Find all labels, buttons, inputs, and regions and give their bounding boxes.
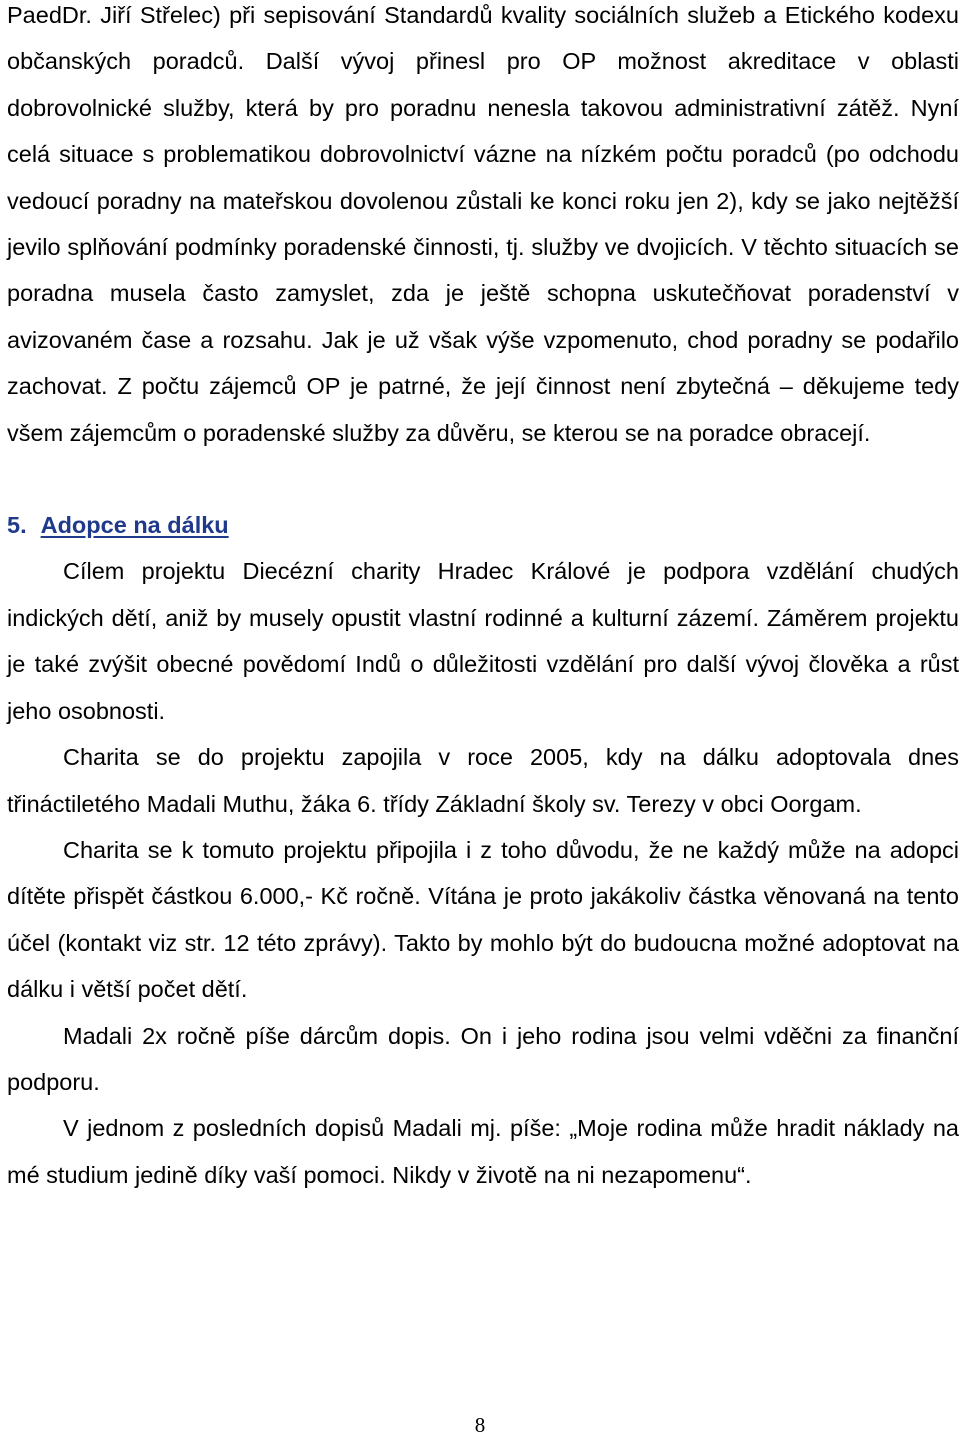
section-number: 5. xyxy=(7,512,27,539)
paragraph-letters: Madali 2x ročně píše dárcům dopis. On i jeho rodina jsou velmi vděčni za finanční podporu. xyxy=(7,1022,959,1095)
page-number: 8 xyxy=(474,1413,486,1437)
paragraph-contribution: Charita se k tomuto projektu připojila i z toho důvodu, že ne každý může na adopci dítěte přispět částkou 6.000,- Kč ročně. Vítána je proto jakákoliv částka věnovaná na tento účel (kontakt viz str. 12 této zprávy). Takto by mohlo být do budoucna možné adoptovat na dálku i větší počet dětí. xyxy=(7,836,959,1003)
paragraph-charity-join: Charita se do projektu zapojila v roce 2005, kdy na dálku adoptovala dnes třináctiletého Madali Muthu, žáka 6. třídy Základní školy sv. Terezy v obci Oorgam. xyxy=(7,744,959,817)
paragraph-continuation: PaedDr. Jiří Střelec) při sepisování Standardů kvality sociálních služeb a Etického kodexu občanských poradců. Další vývoj přinesl pro OP možnost akreditace v oblasti dobrovolnické služby, která by pro poradnu nenesla takovou administrativní zátěž. Nyní celá situace s problematikou dobrovolnictví vázne na nízkém počtu poradců (po odchodu vedoucí poradny na mateřskou dovolenou zůstali ke konci roku jen 2), kdy se jako nejtěžší jevilo splňování podmínky poradenské činnosti, tj. služby ve dvojicích. V těchto situacích se poradna musela často zamyslet, zda je ještě schopna uskutečňovat poradenství v avizovaném čase a rozsahu. Jak je už však výše vzpomenuto, chod poradny se podařilo zachovat. Z počtu zájemců OP je patrné, že její činnost není zbytečná – děkujeme tedy všem zájemcům o poradenské služby za důvěru, se kterou se na poradce obracejí. xyxy=(7,2,959,446)
document-page xyxy=(7,0,959,1436)
section-title: Adopce na dálku xyxy=(40,512,229,539)
paragraph-quote: V jednom z posledních dopisů Madali mj. píše: „Moje rodina může hradit náklady na mé studium jedině díky vaší pomoci. Nikdy v životě na ni nezapomenu“. xyxy=(7,1115,959,1188)
section-heading xyxy=(7,502,959,548)
paragraph-project-goal: Cílem projektu Diecézní charity Hradec Králové je podpora vzdělání chudých indických dětí, aniž by musely opustit vlastní rodinné a kulturní zázemí. Záměrem projektu je také zvýšit obecné povědomí Indů o důležitosti vzdělání pro další vývoj člověka a růst jeho osobnosti. xyxy=(7,558,959,724)
